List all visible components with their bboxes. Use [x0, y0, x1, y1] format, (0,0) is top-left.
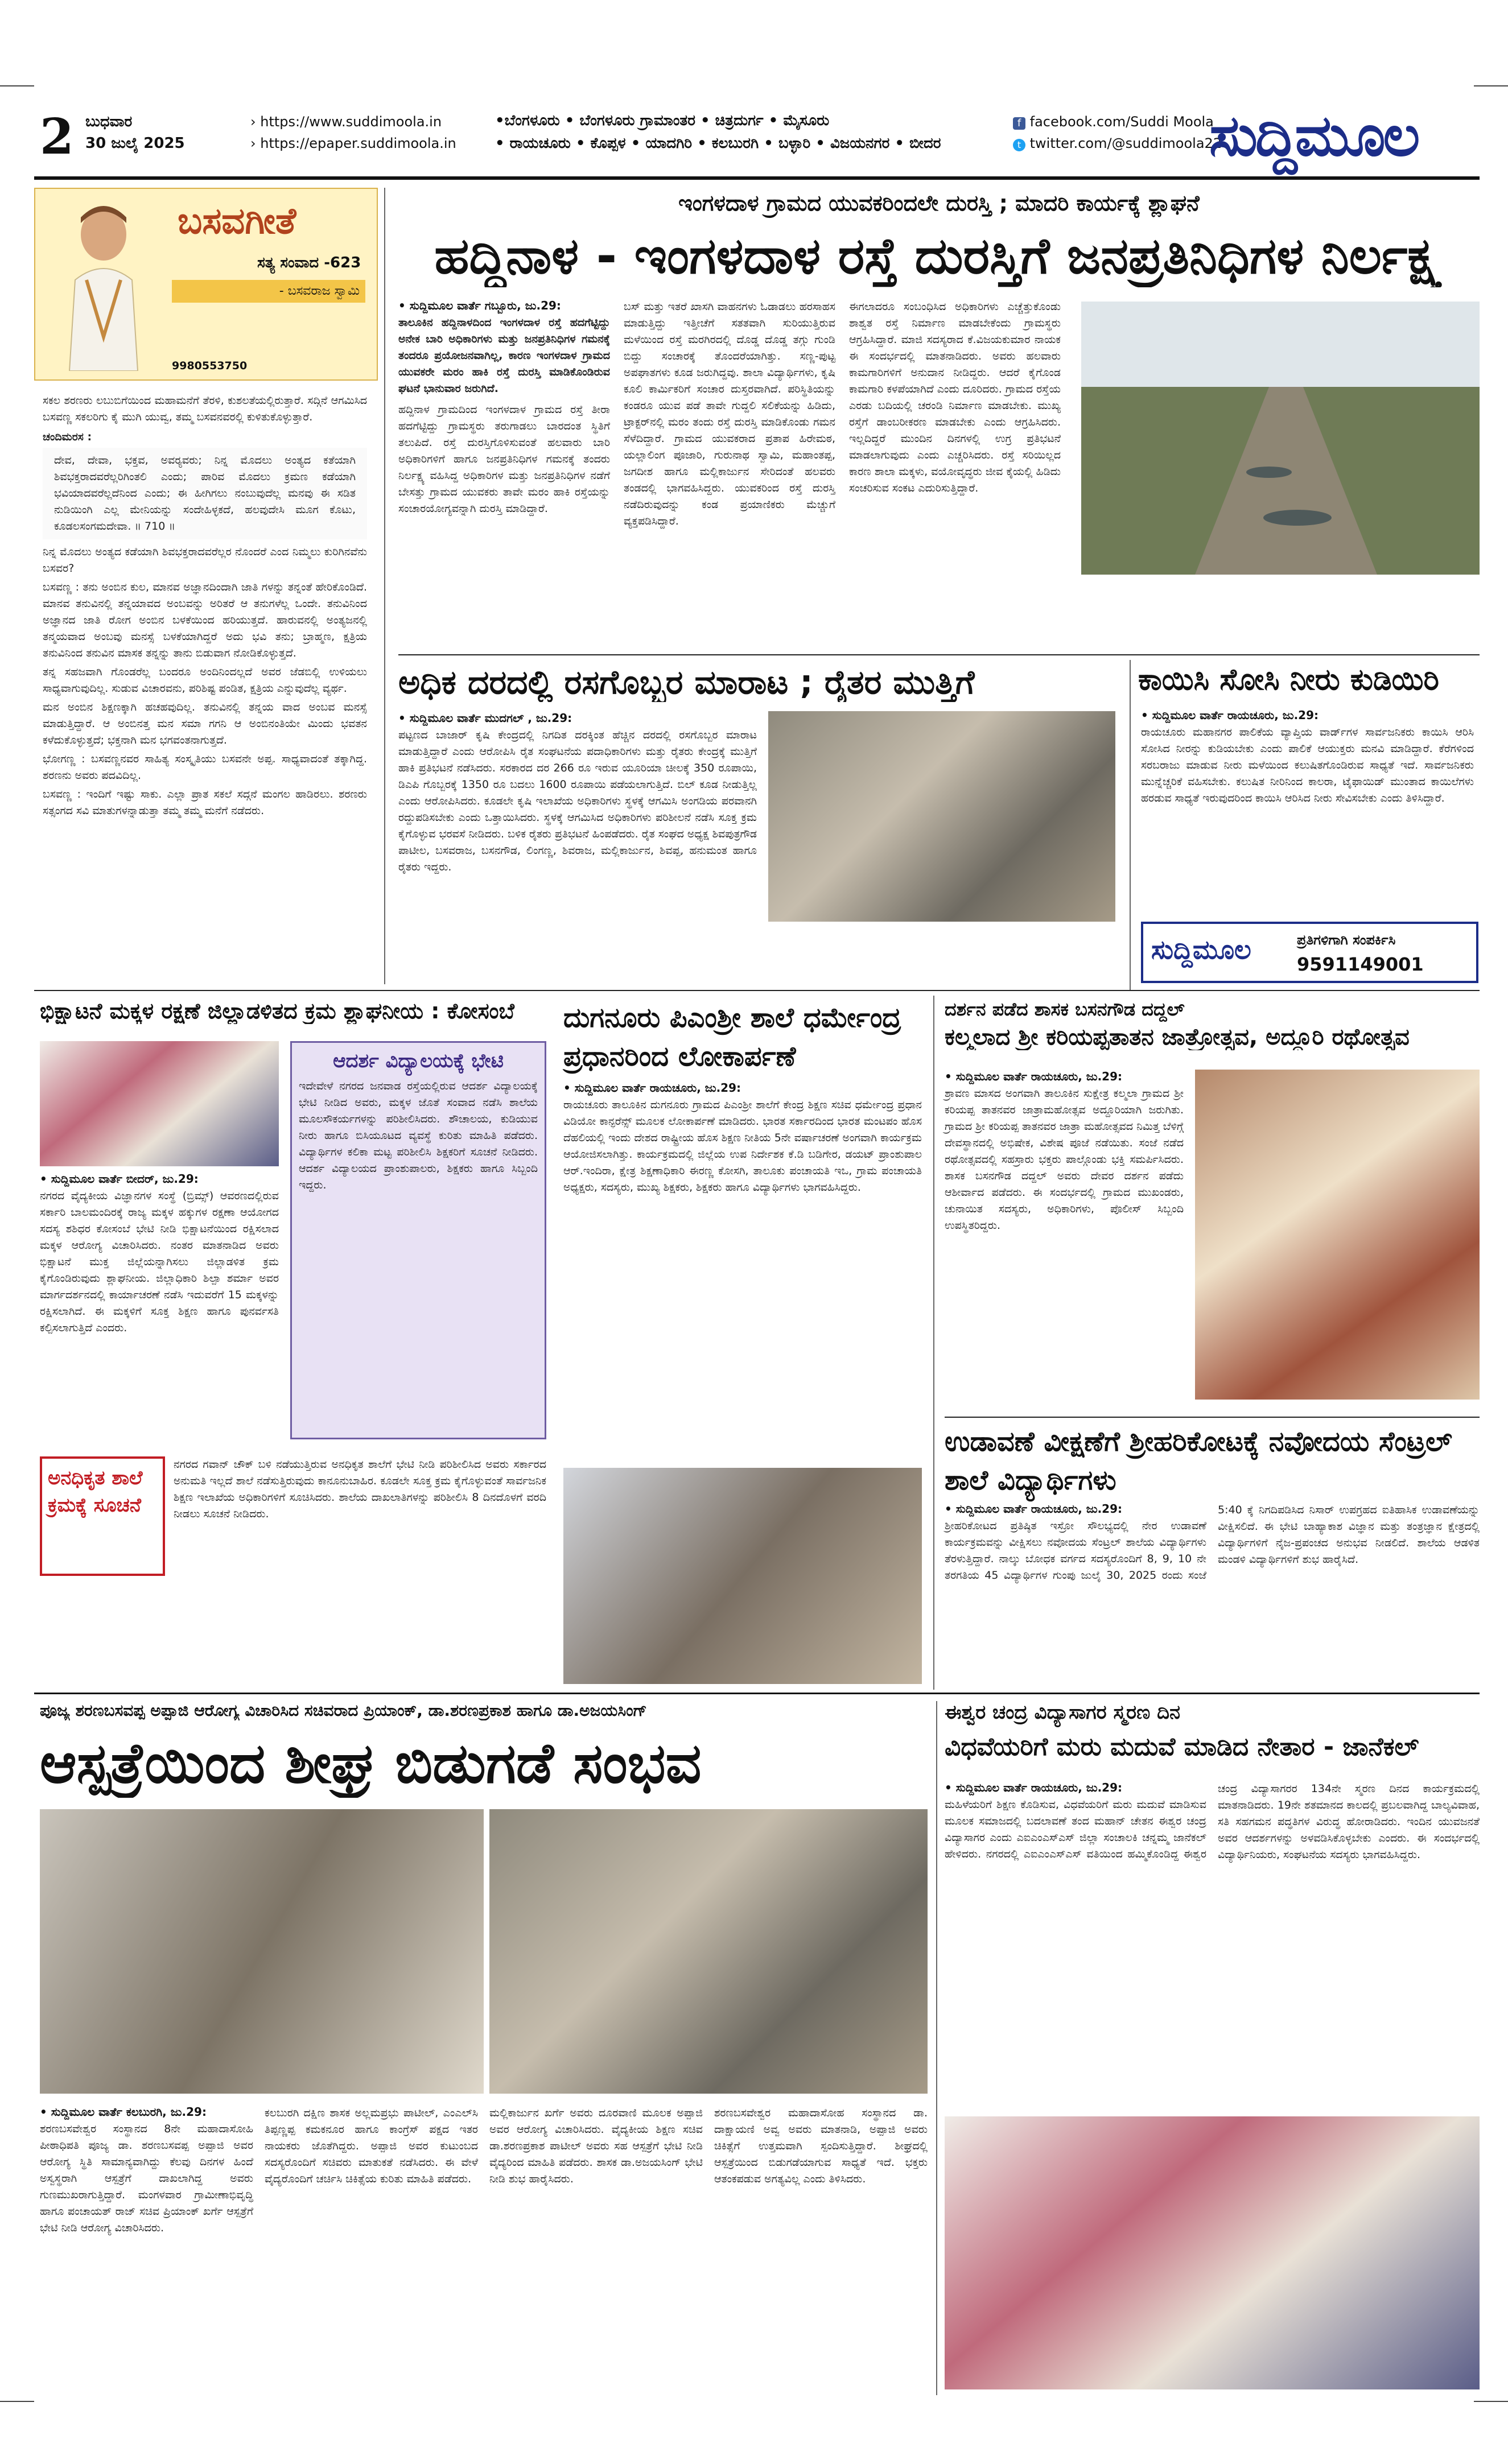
- hospital-body: ಮಲ್ಲಿಕಾರ್ಜುನ ಖರ್ಗೆ ಅವರು ದೂರವಾಣಿ ಮೂಲಕ ಅಪ್ಪಾಜಿ ಅವರ ಆರೋಗ್ಯ ವಿಚಾರಿಸಿದರು. ವೈದ್ಯಕೀಯ ಶಿಕ್ಷಣ ಸಚಿವ ಡಾ.ಶರಣಪ್ರಕಾಶ ಪಾಟೀಲ್ ಅವರು ಸಹ ಆಸ್ಪತ್ರೆಗೆ ಭೇಟಿ ನೀಡಿ ವೈದ್ಯರಿಂದ ಮಾಹಿತಿ ಪಡೆದರು. ಶಾಸಕ ಡಾ.ಅಜಯಸಿಂಗ್ ಭೇಟಿ ನೀಡಿ ಶುಭ ಹಾರೈಸಿದರು.: [489, 2107, 703, 2185]
- hospital-headline: ಆಸ್ಪತ್ರೆಯಿಂದ ಶೀಘ್ರ ಬಿಡುಗಡೆ ಸಂಭವ: [40, 1731, 702, 1796]
- hospital-photo-left: [40, 1809, 484, 2094]
- epaper-link[interactable]: https://epaper.suddimoola.in: [260, 135, 456, 151]
- crop-mark: [0, 2401, 34, 2402]
- lead-headline: ಹದ್ದಿನಾಳ - ಇಂಗಳದಾಳ ರಸ್ತೆ ದುರಸ್ತಿಗೆ ಜನಪ್ರತಿನಿಧಿಗಳ ನಿರ್ಲಕ್ಷ್ಯ: [434, 226, 1444, 285]
- basava-body: ಬಸವಣ್ಣ : ತನು ಅಂಬಿನ ಕುಲ, ಮಾನವ ಅಜ್ಞಾನದಿಂದಾಗಿ ಜಾತಿ ಗಳನ್ನು ತನ್ನಂತೆ ಹೇರಿಕೊಂಡಿದೆ. ಮಾನವ ತನುವಿನಲ್ಲಿ ತನ್ನಯಾವದ ಅಂಬವನ್ನು ಅರಿತರೆ ಆ ತನುಗಳೆಲ್ಲ ಒಂದೇ. ತನುವಿನಿಂದ ಅಜ್ಞಾನದ ಜಾತಿ ರೋಗ ಅಂಬಿನ ಬಳಕೆಯಿಂದ ಹರಿಯುತ್ತದೆ. ಹಾರುವನಲ್ಲಿ ಅಂತ್ಯಜನಲ್ಲಿ ತನ್ಮಯವಾದ ಅಂಬವು ಮನಸ್ಸೆ ಬಳಕೆಯಾಗಿದ್ದರೆ ಅದು ಭವಿ ತನು; ಬ್ರಾಹ್ಮಣ, ಕ್ಷತ್ರಿಯ ತನುವಿನಿಂದ ತನುವಿನ ಮಾಸಕ ತನ್ನನ್ನು ತಾನು ಬಿಡುವಾಗ ನೋಡಿಕೊಳ್ಳುತ್ತದೆ.: [43, 581, 367, 659]
- basava-author-banner: [172, 280, 365, 303]
- basava-body: ಬಸವಣ್ಣ : ಇಂದಿಗೆ ಇಷ್ಟು ಸಾಕು. ಎಲ್ಲಾ ಪ್ರಾತ ಸಕಲೆ ಸದ್ಗನೆ ಮಂಗಲ ಹಾಡಿರಲು. ಶರಣರು ಸತ್ಸಂಗದ ಸವಿ ಮಾತುಗಳನ್ನಾಡುತ್ತಾ ತಮ್ಮ ತಮ್ಮ ಮನೆಗೆ ನಡೆದರು.: [43, 788, 367, 817]
- fert-photo: [768, 711, 1115, 922]
- weekday: ಬುಧವಾರ: [85, 113, 133, 130]
- website-link[interactable]: https://www.suddimoola.in: [260, 114, 442, 130]
- navodaya-body: ಶ್ರೀಹರಿಕೋಟದ ಪ್ರತಿಷ್ಠಿತ ಇಸ್ರೋ ಸೌಲಭ್ಯದಲ್ಲಿ ನೇರ ಉಡಾವಣೆ ಕಾರ್ಯಕ್ರಮವನ್ನು ವೀಕ್ಷಿಸಲು ನವೋದಯ ಸೆಂಟ್ರಲ್ ಶಾಲೆಯ ವಿದ್ಯಾರ್ಥಿಗಳು ತೆರಳುತ್ತಿದ್ದಾರೆ. ನಾಲ್ಕು ಬೋಧಕ ವರ್ಗದ ಸದಸ್ಯರೊಂದಿಗೆ 8, 9, 10 ನೇ ತರಗತಿಯ 45 ವಿದ್ಯಾರ್ಥಿಗಳ ಗುಂಪು ಜುಲೈ 30, 2025 ರಂದು ಸಂಜೆ 5:40 ಕ್ಕೆ ನಿಗದಿಪಡಿಸಿದ ನಿಸಾರ್ ಉಪಗ್ರಹದ ಐತಿಹಾಸಿಕ ಉಡಾವಣೆಯನ್ನು ವೀಕ್ಷಿಸಲಿದೆ. ಈ ಭೇಟಿ ಬಾಹ್ಯಾಕಾಶ ವಿಜ್ಞಾನ ಮತ್ತು ತಂತ್ರಜ್ಞಾನ ಕ್ಷೇತ್ರದಲ್ಲಿ ವಿದ್ಯಾರ್ಥಿಗಳಿಗೆ ನೈಜ-ಪ್ರಪಂಚದ ಅನುಭವ ನೀಡಲಿದೆ. ಶಾಲೆಯ ಆಡಳಿತ ಮಂಡಳಿ ವಿದ್ಯಾರ್ಥಿಗಳಿಗೆ ಶುಭ ಹಾರೈಸಿದೆ.: [945, 1504, 1480, 1582]
- sidebar-body: ಇದೇವೇಳೆ ನಗರದ ಜನವಾಡ ರಸ್ತೆಯಲ್ಲಿರುವ ಆದರ್ಶ ವಿದ್ಯಾಲಯಕ್ಕೆ ಭೇಟಿ ನೀಡಿದ ಅವರು, ಮಕ್ಕಳ ಜೊತೆ ಸಂವಾದ ನಡೆಸಿ ಶಾಲೆಯ ಮೂಲಸೌಕರ್ಯಗಳನ್ನು ಪರಿಶೀಲಿಸಿದರು. ಶೌಚಾಲಯ, ಕುಡಿಯುವ ನೀರು ಹಾಗೂ ಬಿಸಿಯೂಟದ ವ್ಯವಸ್ಥೆ ಕುರಿತು ಮಾಹಿತಿ ಪಡೆದರು. ವಿದ್ಯಾರ್ಥಿಗಳ ಕಲಿಕಾ ಮಟ್ಟ ಪರಿಶೀಲಿಸಿ ಶಿಕ್ಷಕರಿಗೆ ಸೂಚನೆ ನೀಡಿದರು. ಆದರ್ಶ ವಿದ್ಯಾಲಯದ ಪ್ರಾಂಶುಪಾಲರು, ಶಿಕ್ಷಕರು ಹಾಗೂ ಸಿಬ್ಬಂದಿ ಇದ್ದರು.: [299, 1080, 538, 1191]
- chevron-right-icon: ›: [250, 114, 261, 130]
- cities-row: • ರಾಯಚೂರು • ಕೊಪ್ಪಳ • ಯಾದಗಿರಿ • ಕಲಬುರಗಿ • ಬಳ್ಳಾರಿ • ವಿಜಯನಗರ • ಬೀದರ: [495, 135, 941, 152]
- chevron-right-icon: ›: [250, 135, 261, 151]
- edition-cities: [495, 109, 1024, 155]
- basava-author: - ಬಸವರಾಜ ಸ್ವಾಮಿ: [279, 284, 360, 298]
- pmshri-body: ರಾಯಚೂರು ತಾಲೂಕಿನ ದುಗನೂರು ಗ್ರಾಮದ ಪಿಎಂಶ್ರೀ ಶಾಲೆಗೆ ಕೇಂದ್ರ ಶಿಕ್ಷಣ ಸಚಿವ ಧರ್ಮೇಂದ್ರ ಪ್ರಧಾನ ವಿಡಿಯೋ ಕಾನ್ಫರೆನ್ಸ್ ಮೂಲಕ ಲೋಕಾರ್ಪಣೆ ಮಾಡಿದರು. ಭಾರತ ಸರ್ಕಾರದಿಂದ ಭಾರತ ಮಂಟಪಂ ಹೊಸ ದೆಹಲಿಯಲ್ಲಿ ಇಂದು ದೇಶದ ರಾಷ್ಟ್ರೀಯ ಹೊಸ ಶಿಕ್ಷಣ ನೀತಿಯ 5ನೇ ವರ್ಷಾಚರಣೆ ಅಂಗವಾಗಿ ಕಾರ್ಯಕ್ರಮ ಆಯೋಜಿಸಲಾಗಿತ್ತು. ಕಾರ್ಯಕ್ರಮದಲ್ಲಿ ಜಿಲ್ಲೆಯ ಉಪ ನಿರ್ದೇಶಕ ಕೆ.ಡಿ ಬಡಿಗೇರ, ಡಯಟ್ ಪ್ರಾಂಶುಪಾಲ ಆರ್.ಇಂದಿರಾ, ಕ್ಷೇತ್ರ ಶಿಕ್ಷಣಾಧಿಕಾರಿ ಈರಣ್ಣ ಕೋಸಗಿ, ತಾಲೂಕು ಪಂಚಾಯತಿ ಇಒ, ಗ್ರಾಮ ಪಂಚಾಯತಿ ಅಧ್ಯಕ್ಷರು, ಸದಸ್ಯರು, ಮುಖ್ಯ ಶಿಕ್ಷಕರು, ಶಿಕ್ಷಕರು ಹಾಗೂ ವಿದ್ಯಾರ್ಥಿಗಳು ಭಾಗವಹಿಸಿದ್ದರು.: [563, 1099, 922, 1194]
- beg-headline: ಭಿಕ್ಷಾಟನೆ ಮಕ್ಕಳ ರಕ್ಷಣೆ ಜಿಲ್ಲಾಡಳಿತದ ಕ್ರಮ ಶ್ಲಾಘನೀಯ : ಕೋಸಂಬೆ: [40, 998, 514, 1023]
- navodaya-headline: ಉಡಾವಣೆ ವೀಕ್ಷಣೆಗೆ ಶ್ರೀಹರಿಕೋಟಕ್ಕೆ ನವೋದಯ ಸೆಂಟ್ರಲ್ ಶಾಲೆ ವಿದ್ಯಾರ್ಥಿಗಳು: [945, 1426, 1452, 1496]
- fert-headline: ಅಧಿಕ ದರದಲ್ಲಿ ರಸಗೊಬ್ಬರ ಮಾರಾಟ ; ರೈತರ ಮುತ್ತಿಗೆ: [398, 663, 975, 701]
- widow-photo: [945, 2116, 1480, 2389]
- subscription-ad: [1141, 922, 1478, 983]
- facebook-link[interactable]: facebook.com/Suddi Moola: [1029, 114, 1214, 130]
- dateline: • ಸುದ್ದಿಮೂಲ ವಾರ್ತೆ ಮುದಗಲ್ , ಜು.29:: [398, 711, 572, 725]
- basava-body: ಮನ ಅಂಬಿನ ಶಿಕ್ಷಣಕ್ಕಾಗಿ ಹಚಹವುದಿಲ್ಲ. ತನುವಿನಲ್ಲಿ ತನ್ನಯ ವಾದ ಅಂಬವ ಮನಸ್ಸೆ ಮಾಡುತ್ತಿದ್ದಾರೆ. ಆ ಅಂಬಿನತ್ತ ಮನ ಸಮಾ ಗಗನಿ ಆ ಅಂಬಿನಂತಿಯೇ ಮಿಂದು ಭವತನ ಕಳೆದುಕೊಳ್ಳುತ್ತದೆ; ಭಕ್ತನಾಗಿ ಮನ ಭಗವಂತನಾಗುತ್ತದೆ.: [43, 701, 367, 746]
- twitter-icon: t: [1013, 139, 1025, 151]
- dateline: • ಸುದ್ದಿಮೂಲ ವಾರ್ತೆ ರಾಯಚೂರು, ಜು.29:: [945, 1070, 1122, 1083]
- sidebar-title: ಆದರ್ಶ ವಿದ್ಯಾಲಯಕ್ಕೆ ಭೇಟಿ: [333, 1050, 504, 1072]
- facebook-icon: f: [1013, 117, 1025, 130]
- unauthorized-school-box: [40, 1456, 165, 1576]
- fert-body: ಪಟ್ಟಣದ ಬಾಜಾರ್ ಕೃಷಿ ಕೇಂದ್ರದಲ್ಲಿ ನಿಗದಿತ ದರಕ್ಕಿಂತ ಹೆಚ್ಚಿನ ದರದಲ್ಲಿ ರಸಗೊಬ್ಬರ ಮಾರಾಟ ಮಾಡುತ್ತಿದ್ದಾರೆ ಎಂದು ಆರೋಪಿಸಿ ರೈತ ಸಂಘಟನೆಯ ಪದಾಧಿಕಾರಿಗಳು ಮತ್ತು ರೈತರು ಕೇಂದ್ರಕ್ಕೆ ಮುತ್ತಿಗೆ ಹಾಕಿ ಪ್ರತಿಭಟನೆ ನಡೆಸಿದರು. ಸರಕಾರದ ದರ 266 ರೂ ಇರುವ ಯೂರಿಯಾ ಚೀಲಕ್ಕೆ 350 ರೂಪಾಯಿ, ಡಿಎಪಿ ಗೊಬ್ಬರಕ್ಕೆ 1350 ರೂ ಬದಲು 1600 ರೂಪಾಯಿ ಪಡೆಯಲಾಗುತ್ತಿದೆ. ಬಿಲ್ ಕೂಡ ನೀಡುತ್ತಿಲ್ಲ ಎಂದು ಆರೋಪಿಸಿದರು. ಕೂಡಲೇ ಕೃಷಿ ಇಲಾಖೆಯ ಅಧಿಕಾರಿಗಳು ಸ್ಥಳಕ್ಕೆ ಆಗಮಿಸಿ ಅಂಗಡಿಯ ಪರವಾನಗಿ ರದ್ದುಪಡಿಸಬೇಕು ಎಂದು ಒತ್ತಾಯಿಸಿದರು. ಸ್ಥಳಕ್ಕೆ ಆಗಮಿಸಿದ ಅಧಿಕಾರಿಗಳು ಪರಿಶೀಲನೆ ನಡೆಸಿ ಸೂಕ್ತ ಕ್ರಮ ಕೈಗೊಳ್ಳುವ ಭರವಸೆ ನೀಡಿದರು. ಬಳಿಕ ರೈತರು ಪ್ರತಿಭಟನೆ ಹಿಂಪಡೆದರು. ರೈತ ಸಂಘದ ಅಧ್ಯಕ್ಷ ಶಿವಪುತ್ರಗೌಡ ಪಾಟೀಲ, ಬಸವರಾಜ, ಬಸನಗೌಡ, ಲಿಂಗಣ್ಣ, ಶಿವರಾಜ, ಮಲ್ಲಿಕಾರ್ಜುನ, ಶಿವಪ್ಪ, ಹನುಮಂತ ಹಾಗೂ ರೈತರು ಇದ್ದರು.: [398, 729, 757, 873]
- red-box-title: ಅನಧಿಕೃತ ಶಾಲೆ ಕ್ರಮಕ್ಕೆ ಸೂಚನೆ: [48, 1467, 143, 1517]
- section-rule: [398, 654, 1480, 655]
- ad-phone[interactable]: 9591149001: [1297, 954, 1424, 975]
- dateline: • ಸುದ್ದಿಮೂಲ ವಾರ್ತೆ ರಾಯಚೂರು, ಜು.29:: [945, 1502, 1122, 1516]
- pmshri-story: [563, 1081, 922, 1196]
- section-rule: [34, 990, 1480, 991]
- lead-kicker: ಇಂಗಳದಾಳ ಗ್ರಾಮದ ಯುವಕರಿಂದಲೇ ದುರಸ್ತಿ ; ಮಾದರಿ ಕಾರ್ಯಕ್ಕೆ ಶ್ಲಾಘನೆ: [678, 191, 1200, 216]
- jatre-body: ಶ್ರಾವಣ ಮಾಸದ ಅಂಗವಾಗಿ ತಾಲೂಕಿನ ಸುಕ್ಷೇತ್ರ ಕಲ್ಮಲಾ ಗ್ರಾಮದ ಶ್ರೀ ಕರಿಯಪ್ಪ ತಾತನವರ ಜಾತ್ರಾಮಹೋತ್ಸವ ಅದ್ದೂರಿಯಾಗಿ ಜರುಗಿತು. ಗ್ರಾಮದ ಶ್ರೀ ಕರಿಯಪ್ಪ ತಾತನವರ ಜಾತ್ರಾ ಮಹೋತ್ಸವದ ನಿಮಿತ್ತ ಬೆಳಿಗ್ಗೆ ದೇವಸ್ಥಾನದಲ್ಲಿ ಅಭಿಷೇಕ, ವಿಶೇಷ ಪೂಜೆ ನಡೆಯಿತು. ಸಂಜೆ ನಡೆದ ರಥೋತ್ಸವದಲ್ಲಿ ಸಹಸ್ರಾರು ಭಕ್ತರು ಪಾಲ್ಗೊಂಡು ಭಕ್ತಿ ಸಮರ್ಪಿಸಿದರು. ಶಾಸಕ ಬಸನಗೌಡ ದದ್ದಲ್ ಅವರು ದೇವರ ದರ್ಶನ ಪಡೆದು ಆಶೀರ್ವಾದ ಪಡೆದರು. ಈ ಸಂದರ್ಭದಲ್ಲಿ ಗ್ರಾಮದ ಮುಖಂಡರು, ಚುನಾಯಿತ ಸದಸ್ಯರು, ಅಧಿಕಾರಿಗಳು, ಪೊಲೀಸ್ ಸಿಬ್ಬಂದಿ ಉಪಸ್ಥಿತರಿದ್ದರು.: [945, 1087, 1184, 1232]
- social-links: [1013, 111, 1222, 154]
- basava-portrait: [47, 195, 160, 371]
- hospital-body: ಶರಣಬಸವೇಶ್ವರ ಸಂಸ್ಥಾನದ 8ನೇ ಮಹಾದಾಸೋಹಿ ಪೀಠಾಧಿಪತಿ ಪೂಜ್ಯ ಡಾ. ಶರಣಬಸವಪ್ಪ ಅಪ್ಪಾಜಿ ಅವರ ಆರೋಗ್ಯ ಸ್ಥಿತಿ ಸಾಮಾನ್ಯವಾಗಿದ್ದು ಕೆಲವು ದಿನಗಳ ಹಿಂದೆ ಅಸ್ವಸ್ಥರಾಗಿ ಆಸ್ಪತ್ರೆಗೆ ದಾಖಲಾಗಿದ್ದ ಅವರು ಗುಣಮುಖರಾಗುತ್ತಿದ್ದಾರೆ. ಮಂಗಳವಾರ ಗ್ರಾಮೀಣಾಭಿವೃದ್ಧಿ ಹಾಗೂ ಪಂಚಾಯತ್ ರಾಜ್ ಸಚಿವ ಪ್ರಿಯಾಂಕ್ ಖರ್ಗೆ ಆಸ್ಪತ್ರೆಗೆ ಭೇಟಿ ನೀಡಿ ಆರೋಗ್ಯ ವಿಚಾರಿಸಿದರು.: [40, 2123, 253, 2234]
- dateline: • ಸುದ್ದಿಮೂಲ ವಾರ್ತೆ ರಾಯಚೂರು, ಜು.29:: [563, 1081, 741, 1095]
- basava-box: [34, 188, 378, 381]
- adarsha-sidebar: [290, 1041, 546, 1439]
- basava-verse: ದೇವ, ದೇವಾ, ಭಕ್ತವ, ಅವರ್‍ಯವರು; ನಿನ್ನ ಮೊದಲು ಅಂತ್ಯದ ಕತೆಯಾಗಿ ಶಿವಭಕ್ತರಾದವರೆಲ್ಲರಿಗಿಂತಲಿ ಎಂದು; ಪಾರಿವ ಮೊದಲು ಕ್ರಮಣ ಕಡೆಯಾಗಿ ಭವಿಯಾದವರೆಲ್ಲದೆನಿಂದ ಎಂದು; ಈ ಹೀಗಿಗಲು ನಂಬುವುದೆಲ್ಲ ಮನವು ಈ ಸಡಿತ ನುಡಿಯಿಂಗಿ ಎಲ್ಲ ಮೇನಿಯನ್ನು ಸಂದೇಹಿಳ್ಳಕದೆ, ಹಲವುದೇಸಿ ಮೂಗ ಕೊಟು, ಕೂಡಲಸಂಗಮದೇವಾ. ॥ 710 ॥: [43, 448, 367, 539]
- basava-body: ನಿನ್ನ ಮೊದಲು ಅಂತ್ಯದ ಕಡೆಯಾಗಿ ಶಿವಭಕ್ತರಾದವರೆಲ್ಲರ ನೊಂದರೆ ಎಂದ ನಿಮ್ಮಲು ಕುರಿಗಿನವೆನು ಬಸವರ?: [43, 546, 367, 575]
- basava-column: [43, 393, 367, 819]
- hospital-photo-right: [489, 1809, 928, 2094]
- road-photo: [1081, 302, 1480, 575]
- beg-body: ನಗರದ ವೈದ್ಯಕೀಯ ವಿಜ್ಞಾನಗಳ ಸಂಸ್ಥೆ (ಬ್ರಿಮ್ಸ್) ಆವರಣದಲ್ಲಿರುವ ಸರ್ಕಾರಿ ಬಾಲಮಂದಿರಕ್ಕೆ ರಾಜ್ಯ ಮಕ್ಕಳ ಹಕ್ಕುಗಳ ರಕ್ಷಣಾ ಆಯೋಗದ ಸದಸ್ಯ ಶಶಿಧರ ಕೋಸಂಬೆ ಭೇಟಿ ನೀಡಿ ಭಿಕ್ಷಾಟನೆಯಿಂದ ರಕ್ಷಿಸಲಾದ ಮಕ್ಕಳ ಆರೋಗ್ಯ ವಿಚಾರಿಸಿದರು. ನಂತರ ಮಾತನಾಡಿದ ಅವರು ಭಿಕ್ಷಾಟನೆ ಮುಕ್ತ ಜಿಲ್ಲೆಯನ್ನಾಗಿಸಲು ಜಿಲ್ಲಾಡಳಿತ ಕ್ರಮ ಕೈಗೊಂಡಿರುವುದು ಶ್ಲಾಘನೀಯ. ಜಿಲ್ಲಾಧಿಕಾರಿ ಶಿಲ್ಪಾ ಶರ್ಮಾ ಅವರ ಮಾರ್ಗದರ್ಶನದಲ್ಲಿ ಕಾರ್ಯಾಚರಣೆ ನಡೆಸಿ ಇದುವರೆಗೆ 15 ಮಕ್ಕಳನ್ನು ರಕ್ಷಿಸಲಾಗಿದೆ. ಈ ಮಕ್ಕಳಿಗೆ ಸೂಕ್ತ ಶಿಕ್ಷಣ ಹಾಗೂ ಪುನರ್ವಸತಿ ಕಲ್ಪಿಸಲಾಗುತ್ತಿದೆ ಎಂದರು.: [40, 1190, 279, 1334]
- masthead-rule: [34, 176, 1480, 180]
- basava-speaker: ಚಂದಿಮರಸ :: [43, 431, 92, 443]
- jatre-photo: [1195, 1070, 1480, 1400]
- lead-body: ಬಸ್ ಮತ್ತು ಇತರೆ ಖಾಸಗಿ ವಾಹನಗಳು ಓಡಾಡಲು ಹರಸಾಹಸ ಮಾಡುತ್ತಿದ್ದು ಇತ್ತೀಚೆಗೆ ಸತತವಾಗಿ ಸುರಿಯುತ್ತಿರುವ ಮಳೆಯಿಂದ ರಸ್ತೆ ಮರಗಿರದಲ್ಲಿ ದೊಡ್ಡ ದೊಡ್ಡ ತಗ್ಗು ಗುಂಡಿ ಬಿದ್ದು ಸಂಚಾರಕ್ಕೆ ತೊಂದರೆಯಾಗಿತ್ತು. ಸಣ್ಣ-ಪುಟ್ಟ ಅಪಘಾತಗಳು ಕೂಡ ಜರುಗಿದ್ದವು. ಶಾಲಾ ವಿದ್ಯಾರ್ಥಿಗಳು, ಕೃಷಿ ಕೂಲಿ ಕಾರ್ಮಿಕರಿಗೆ ಸಂಚಾರ ದುಸ್ತರವಾಗಿದೆ. ಪರಿಸ್ಥಿತಿಯನ್ನು ಕಂಡರೂ ಯುವ ಪಡೆ ತಾವೇ ಗುದ್ದಲಿ ಸಲಿಕೆಯನ್ನು ಹಿಡಿದು, ಟ್ರಾಕ್ಟರ್‌ನಲ್ಲಿ ಮರಂ ತಂದು ರಸ್ತೆ ದುರಸ್ತಿ ಮಾಡಿಕೊಂಡು ಗಮನ ಸೆಳೆದಿದ್ದಾರೆ. ಗ್ರಾಮದ ಯುವಕರಾದ ಪ್ರತಾಪ ಹಿರೇಮಠ, ಯಲ್ಲಾಲಿಂಗ ಪೂಜಾರಿ, ಗುರುನಾಥ ಸ್ವಾಮಿ, ಮಹಾಂತಪ್ಪ, ಜಗದೀಶ ಹಾಗೂ ಮಲ್ಲಿಕಾರ್ಜುನ ಸೇರಿದಂತೆ ಹಲವರು ತಂಡದಲ್ಲಿ ಭಾಗವಹಿಸಿದ್ದರು. ಯುವಕರಿಂದ ರಸ್ತೆ ದುರಸ್ತಿ ನಡೆದಿರುವುದನ್ನು ಕಂಡ ಪ್ರಯಾಣಿಕರು ಮೆಚ್ಚುಗೆ ವ್ಯಕ್ತಪಡಿಸಿದ್ದಾರೆ.: [624, 300, 835, 527]
- hospital-body: ಶರಣಬಸವೇಶ್ವರ ಮಹಾದಾಸೋಹ ಸಂಸ್ಥಾನದ ಡಾ. ದಾಕ್ಷಾಯಣಿ ಅವ್ವ ಅವರು ಮಾತನಾಡಿ, ಅಪ್ಪಾಜಿ ಅವರು ಚಿಕಿತ್ಸೆಗೆ ಉತ್ತಮವಾಗಿ ಸ್ಪಂದಿಸುತ್ತಿದ್ದಾರೆ. ಶೀಘ್ರದಲ್ಲಿ ಆಸ್ಪತ್ರೆಯಿಂದ ಬಿಡುಗಡೆಯಾಗುವ ಸಾಧ್ಯತೆ ಇದೆ. ಭಕ್ತರು ಆತಂಕಪಡುವ ಅಗತ್ಯವಿಲ್ಲ ಎಂದು ತಿಳಿಸಿದರು.: [714, 2107, 928, 2185]
- ad-label: ಪ್ರತಿಗಳಿಗಾಗಿ ಸಂಪರ್ಕಿಸಿ: [1297, 932, 1396, 948]
- lead-story: [398, 299, 1070, 530]
- cities-row: •ಬೆಂಗಳೂರು • ಬೆಂಗಳೂರು ಗ್ರಾಮಾಂತರ • ಚಿತ್ರದುರ್ಗ • ಮೈಸೂರು: [495, 112, 830, 129]
- ad-logo: ಸುದ್ದಿಮೂಲ: [1151, 934, 1251, 965]
- column-divider: [1130, 660, 1131, 990]
- lead-intro: ತಾಲೂಕಿನ ಹದ್ದಿನಾಳದಿಂದ ಇಂಗಳದಾಳ ರಸ್ತೆ ಹದಗೆಟ್ಟಿದ್ದು ಅನೇಕ ಬಾರಿ ಅಧಿಕಾರಿಗಳು ಮತ್ತು ಜನಪ್ರತಿನಿಧಿಗಳ ಗಮನಕ್ಕೆ ತಂದರೂ ಪ್ರಯೋಜನವಾಗಿಲ್ಲ, ಕಾರಣ ಇಂಗಳದಾಳ ಗ್ರಾಮದ ಯುವಕರೇ ಮರಂ ಹಾಕಿ ರಸ್ತೆ ದುರಸ್ತಿ ಮಾಡಿಕೊಂಡಿರುವ ಘಟನೆ ಭಾನುವಾರ ಜರುಗಿದೆ.: [398, 316, 610, 395]
- widow-story: [945, 1781, 1480, 2105]
- fert-story: [398, 711, 757, 876]
- web-links: [250, 111, 456, 154]
- basava-body: ಸಕಲ ಶರಣರು ಲಬುಬಿಗೆಯಿಂದ ಮಹಾಮನೆಗೆ ತೆರಳಿ, ಕುಶಲತೆಯಲ್ಲಿರುತ್ತಾರೆ. ಸದ್ಗಿನೆ ಆಗಮಿಸಿದ ಬಸವಣ್ಣ ಸಕಲರಿಗು ಕೈ ಮುಗಿ ಯುವ್ವ, ತಮ್ಮ ಬಸವನವರಲ್ಲಿ ಕುಳಿತುಕೊಳ್ಳುತ್ತಾರೆ.: [43, 394, 367, 423]
- pmshri-headline: ದುಗನೂರು ಪಿಎಂಶ್ರೀ ಶಾಲೆ ಧರ್ಮೇಂದ್ರ ಪ್ರಧಾನರಿಂದ ಲೋಕಾರ್ಪಣೆ: [563, 1002, 901, 1072]
- beg-story: [40, 1172, 279, 1336]
- widow-body: ಮಹಿಳೆಯರಿಗೆ ಶಿಕ್ಷಣ ಕೊಡಿಸುವ, ವಿಧವೆಯರಿಗೆ ಮರು ಮದುವೆ ಮಾಡಿಸುವ ಮೂಲಕ ಸಮಾಜದಲ್ಲಿ ಬದಲಾವಣೆ ತಂದ ಮಹಾನ್ ಚೇತನ ಈಶ್ವರ ಚಂದ್ರ ವಿದ್ಯಾಸಾಗರ ಎಂದು ಎಐಎಂಎಸ್‌ಎಸ್ ಜಿಲ್ಲಾ ಸಂಚಾಲಕಿ ಚನ್ನಮ್ಮ ಜಾನೆಕಲ್ ಹೇಳಿದರು. ನಗರದಲ್ಲಿ ಎಐಎಂಎಸ್‌ಎಸ್ ವತಿಯಿಂದ ಹಮ್ಮಿಕೊಂಡಿದ್ದ ಈಶ್ವರ ಚಂದ್ರ ವಿದ್ಯಾಸಾಗರರ 134ನೇ ಸ್ಮರಣ ದಿನದ ಕಾರ್ಯಕ್ರಮದಲ್ಲಿ ಮಾತನಾಡಿದರು. 19ನೇ ಶತಮಾನದ ಕಾಲದಲ್ಲಿ ಪ್ರಬಲವಾಗಿದ್ದ ಬಾಲ್ಯವಿವಾಹ, ಸತಿ ಸಹಗಮನ ಪದ್ಧತಿಗಳ ವಿರುದ್ಧ ಹೋರಾಡಿದರು. ಇಂದಿನ ಯುವಜನತೆ ಅವರ ಆದರ್ಶಗಳನ್ನು ಅಳವಡಿಸಿಕೊಳ್ಳಬೇಕು ಎಂದರು. ಈ ಸಂದರ್ಭದಲ್ಲಿ ವಿದ್ಯಾರ್ಥಿನಿಯರು, ಸಂಘಟನೆಯ ಸದಸ್ಯರು ಭಾಗವಹಿಸಿದ್ದರು.: [945, 1782, 1480, 1861]
- widow-headline: ವಿಧವೆಯರಿಗೆ ಮರು ಮದುವೆ ಮಾಡಿದ ನೇತಾರ - ಜಾನೆಕಲ್: [945, 1732, 1419, 1761]
- crop-mark: [1474, 85, 1508, 86]
- jatre-kicker: ದರ್ಶನ ಪಡೆದ ಶಾಸಕ ಬಸನಗೌಡ ದದ್ದಲ್: [945, 998, 1185, 1020]
- red-box-body: ನಗರದ ಗವಾನ್ ಚೌಕ್ ಬಳಿ ನಡೆಯುತ್ತಿರುವ ಅನಧಿಕೃತ ಶಾಲೆಗೆ ಭೇಟಿ ನೀಡಿ ಪರಿಶೀಲಿಸಿದ ಅವರು ಸರ್ಕಾರದ ಅನುಮತಿ ಇಲ್ಲದೆ ಶಾಲೆ ನಡೆಸುತ್ತಿರುವುದು ಕಾನೂನುಬಾಹಿರ. ಕೂಡಲೇ ಸೂಕ್ತ ಕ್ರಮ ಕೈಗೊಳ್ಳುವಂತೆ ಸಾರ್ವಜನಿಕ ಶಿಕ್ಷಣ ಇಲಾಖೆಯ ಅಧಿಕಾರಿಗಳಿಗೆ ಸೂಚಿಸಿದರು. ಶಾಲೆಯ ದಾಖಲಾತಿಗಳನ್ನು ಪರಿಶೀಲಿಸಿ 8 ದಿನದೊಳಗೆ ವರದಿ ನೀಡಲು ಸೂಚನೆ ನೀಡಿದರು.: [174, 1458, 546, 1520]
- widow-kicker: ಈಶ್ವರ ಚಂದ್ರ ವಿದ್ಯಾಸಾಗರ ಸ್ಮರಣ ದಿನ: [945, 1701, 1180, 1724]
- water-story: [1141, 708, 1474, 807]
- basava-title: ಬಸವಗೀತೆ: [178, 200, 296, 242]
- dateline: • ಸುದ್ದಿಮೂಲ ವಾರ್ತೆ ರಾಯಚೂರು, ಜು.29:: [1141, 708, 1319, 722]
- dateline: • ಸುದ್ದಿಮೂಲ ವಾರ್ತೆ ಬೀದರ್, ಜು.29:: [40, 1172, 199, 1186]
- issue-date: 30 ಜುಲೈ 2025: [85, 135, 185, 152]
- lead-body: ಈಗಲಾದರೂ ಸಂಬಂಧಿಸಿದ ಅಧಿಕಾರಿಗಳು ಎಚ್ಚೆತ್ತುಕೊಂಡು ಶಾಶ್ವತ ರಸ್ತೆ ನಿರ್ಮಾಣ ಮಾಡಬೇಕೆಂದು ಗ್ರಾಮಸ್ಥರು ಆಗ್ರಹಿಸಿದ್ದಾರೆ. ಮಾಜಿ ಸದಸ್ಯರಾದ ಕೆ.ವಿಜಯಕುಮಾರ ನಾಯಕ ಈ ಸಂದರ್ಭದಲ್ಲಿ ಮಾತನಾಡಿದರು. ಅವರು ಹಲವಾರು ಕಾಮಗಾರಿಗಳಿಗೆ ಅನುದಾನ ನೀಡಿದ್ದರು. ಆದರೆ ಕೈಗೊಂಡ ಕಾಮಗಾರಿ ಕಳಪೆಯಾಗಿದೆ ಎಂದು ದೂರಿದರು. ಗ್ರಾಮದ ರಸ್ತೆಯ ಎರಡು ಬದಿಯಲ್ಲಿ ಚರಂಡಿ ನಿರ್ಮಾಣ ಮಾಡಬೇಕು. ಮುಖ್ಯ ರಸ್ತೆಗೆ ಡಾಂಬರೀಕರಣ ಮಾಡಬೇಕು ಎಂದು ಆಗ್ರಹಿಸಿದರು. ಇಲ್ಲದಿದ್ದರೆ ಮುಂದಿನ ದಿನಗಳಲ್ಲಿ ಉಗ್ರ ಪ್ರತಿಭಟನೆ ಮಾಡಲಾಗುವುದು ಎಂದು ಎಚ್ಚರಿಸಿದರು. ರಸ್ತೆ ಸರಿಯಿಲ್ಲದ ಕಾರಣ ಶಾಲಾ ಮಕ್ಕಳು, ವಯೋವೃದ್ಧರು ಜೀವ ಕೈಯಲ್ಲಿ ಹಿಡಿದು ಸಂಚರಿಸುವ ಸಂಕಟ ಎದುರಿಸುತ್ತಿದ್ದಾರೆ.: [849, 300, 1061, 494]
- date-block: [85, 111, 185, 154]
- basava-phone: 9980553750: [172, 360, 248, 372]
- hospital-body: ಕಲಬುರಗಿ ದಕ್ಷಿಣ ಶಾಸಕ ಅಲ್ಲಮಪ್ರಭು ಪಾಟೀಲ್, ಎಂಎಲ್‌ಸಿ ತಿಪ್ಪಣ್ಣಪ್ಪ ಕಮಕನೂರ ಹಾಗೂ ಕಾಂಗ್ರೆಸ್ ಪಕ್ಷದ ಇತರ ನಾಯಕರು ಜೊತೆಗಿದ್ದರು. ಅಪ್ಪಾಜಿ ಅವರ ಕುಟುಂಬದ ಸದಸ್ಯರೊಂದಿಗೆ ಸಚಿವರು ಮಾತುಕತೆ ನಡೆಸಿದರು. ಈ ವೇಳೆ ವೈದ್ಯರೊಂದಿಗೆ ಚರ್ಚಿಸಿ ಚಿಕಿತ್ಸೆಯ ಕುರಿತು ಮಾಹಿತಿ ಪಡೆದರು.: [265, 2107, 478, 2185]
- beg-photo: [40, 1041, 279, 1166]
- dateline: • ಸುದ್ದಿಮೂಲ ವಾರ್ತೆ ಗಬ್ಬೂರು, ಜು.29:: [398, 299, 561, 312]
- navodaya-story: [945, 1502, 1480, 1584]
- dateline: • ಸುದ್ದಿಮೂಲ ವಾರ್ತೆ ರಾಯಚೂರು, ಜು.29:: [945, 1781, 1122, 1794]
- basava-body: ತನ್ನ ಸಹಜವಾಗಿ ಗೊಂಡರೆಲ್ಲ ಬಂದರೂ ಅಂದಿನಿಂದಲ್ಲದೆ ಅವರ ಜೆಡಬಿಲ್ಲಿ ಉಳಿಯಲು ಸಾಧ್ಯವಾಗುವುದಿಲ್ಲ. ಸುಡುವ ವಿಚಾರವನು, ಪರಿಶಿಷ್ಟ ಪಂಡಿತ, ಕ್ಷತ್ರಿಯ ಎನ್ನುವುದೆಲ್ಲ ವ್ಯರ್ಥ.: [43, 666, 367, 695]
- basava-subtitle: ಸತ್ಯ ಸಂವಾದ -623: [257, 254, 361, 271]
- pmshri-photo: [563, 1468, 922, 1684]
- unauthorized-school-text: [174, 1456, 546, 1522]
- dateline: • ಸುದ್ದಿಮೂಲ ವಾರ್ತೆ ಕಲಬುರಗಿ, ಜು.29:: [40, 2105, 207, 2119]
- hospital-story: [40, 2105, 928, 2236]
- basava-body: ಭೋಗಣ್ಣ : ಬಸವಣ್ಣನವರ ಸಾಹಿತ್ಯ ಸಂಸ್ಕೃತಿಯು ಬಸವನೇ ಅಪ್ಪ. ಸಾಧ್ಯವಾದಂತೆ ತಕ್ಕಾಗಿದ್ದ. ಶರಣನು ಅವರು ಪದವಿದಿಲ್ಲ.: [43, 753, 367, 782]
- lead-body: ಹದ್ದಿನಾಳ ಗ್ರಾಮದಿಂದ ಇಂಗಳದಾಳ ಗ್ರಾಮದ ರಸ್ತೆ ತೀರಾ ಹದಗೆಟ್ಟಿದ್ದು ಗ್ರಾಮಸ್ಥರು ತರುಗಾಡಲು ಬಾರದಂತ ಸ್ಥಿತಿಗೆ ತಲುಪಿದೆ. ರಸ್ತೆ ದುರಸ್ತಿಗೊಳಿಸುವಂತೆ ಹಲವಾರು ಬಾರಿ ಅಧಿಕಾರಿಗಳಿಗೆ ಹಾಗೂ ಜನಪ್ರತಿನಿಧಿಗಳ ಗಮನಕ್ಕೆ ತಂದರು ನಿರ್ಲಕ್ಷ್ಯ ವಹಿಸಿದ್ದ ಅಧಿಕಾರಿಗಳ ಮತ್ತು ಜನಪ್ರತಿನಿಧಿಗಳ ನಡೆಗೆ ಬೇಸತ್ತು ಗ್ರಾಮದ ಯುವಕರು ತಾವೇ ಮರಂ ಹಾಕಿ ರಸ್ತೆಯನ್ನು ಸಂಚಾರಯೋಗ್ಯವನ್ನಾಗಿ ದುರಸ್ತಿ ಮಾಡಿದ್ದಾರೆ.: [398, 403, 610, 515]
- crop-mark: [1474, 2401, 1508, 2402]
- hospital-kicker: ಪೂಜ್ಯ ಶರಣಬಸವಪ್ಪ ಅಪ್ಪಾಜಿ ಆರೋಗ್ಯ ವಿಚಾರಿಸಿದ ಸಚಿವರಾದ ಪ್ರಿಯಾಂಕ್, ಡಾ.ಶರಣಪ್ರಕಾಶ ಹಾಗೂ ಡಾ.ಅಜಯಸಿಂಗ್: [40, 1701, 647, 1720]
- jatre-headline: ಕಲ್ಮಲಾದ ಶ್ರೀ ಕರಿಯಪ್ಪತಾತನ ಜಾತ್ರೋತ್ಸವ, ಅದ್ದೂರಿ ರಥೋತ್ಸವ: [945, 1024, 1410, 1050]
- column-divider: [936, 1701, 937, 2395]
- column-divider: [384, 188, 385, 984]
- section-rule: [34, 1693, 1480, 1694]
- page-number: 2: [40, 108, 74, 166]
- section-rule: [945, 1417, 1480, 1418]
- crop-mark: [0, 85, 34, 86]
- water-body: ರಾಯಚೂರು ಮಹಾನಗರ ಪಾಲಿಕೆಯ ವ್ಯಾಪ್ತಿಯ ವಾರ್ಡ್‌ಗಳ ಸಾರ್ವಜನಿಕರು ಕಾಯಿಸಿ ಆರಿಸಿ ಸೋಸಿದ ನೀರನ್ನು ಕುಡಿಯಬೇಕು ಎಂದು ಪಾಲಿಕೆ ಆಯುಕ್ತರು ಮನವಿ ಮಾಡಿದ್ದಾರೆ. ಕೆರೆಗಳಿಂದ ಸರಬರಾಜು ಮಾಡುವ ನೀರು ಮಳೆಯಿಂದ ಕಲುಷಿತಗೊಂಡಿರುವ ಸಾಧ್ಯತೆ ಇದೆ. ಸಾರ್ವಜನಿಕರು ಮುನ್ನೆಚ್ಚರಿಕೆ ವಹಿಸಬೇಕು. ಕಲುಷಿತ ನೀರಿನಿಂದ ಕಾಲರಾ, ಟೈಫಾಯಿಡ್ ಮುಂತಾದ ಕಾಯಿಲೆಗಳು ಹರಡುವ ಸಾಧ್ಯತೆ ಇರುವುದರಿಂದ ಕಾಯಿಸಿ ಆರಿಸಿದ ನೀರು ಸೇವಿಸಬೇಕು ಎಂದು ತಿಳಿಸಿದ್ದಾರೆ.: [1141, 726, 1474, 804]
- jatre-story: [945, 1070, 1184, 1234]
- water-headline: ಕಾಯಿಸಿ ಸೋಸಿ ನೀರು ಕುಡಿಯಿರಿ: [1138, 663, 1439, 697]
- twitter-link[interactable]: twitter.com/@suddimoola22: [1029, 135, 1222, 151]
- column-divider: [933, 996, 934, 1690]
- newspaper-logo: ಸುದ್ದಿಮೂಲ: [1209, 102, 1418, 169]
